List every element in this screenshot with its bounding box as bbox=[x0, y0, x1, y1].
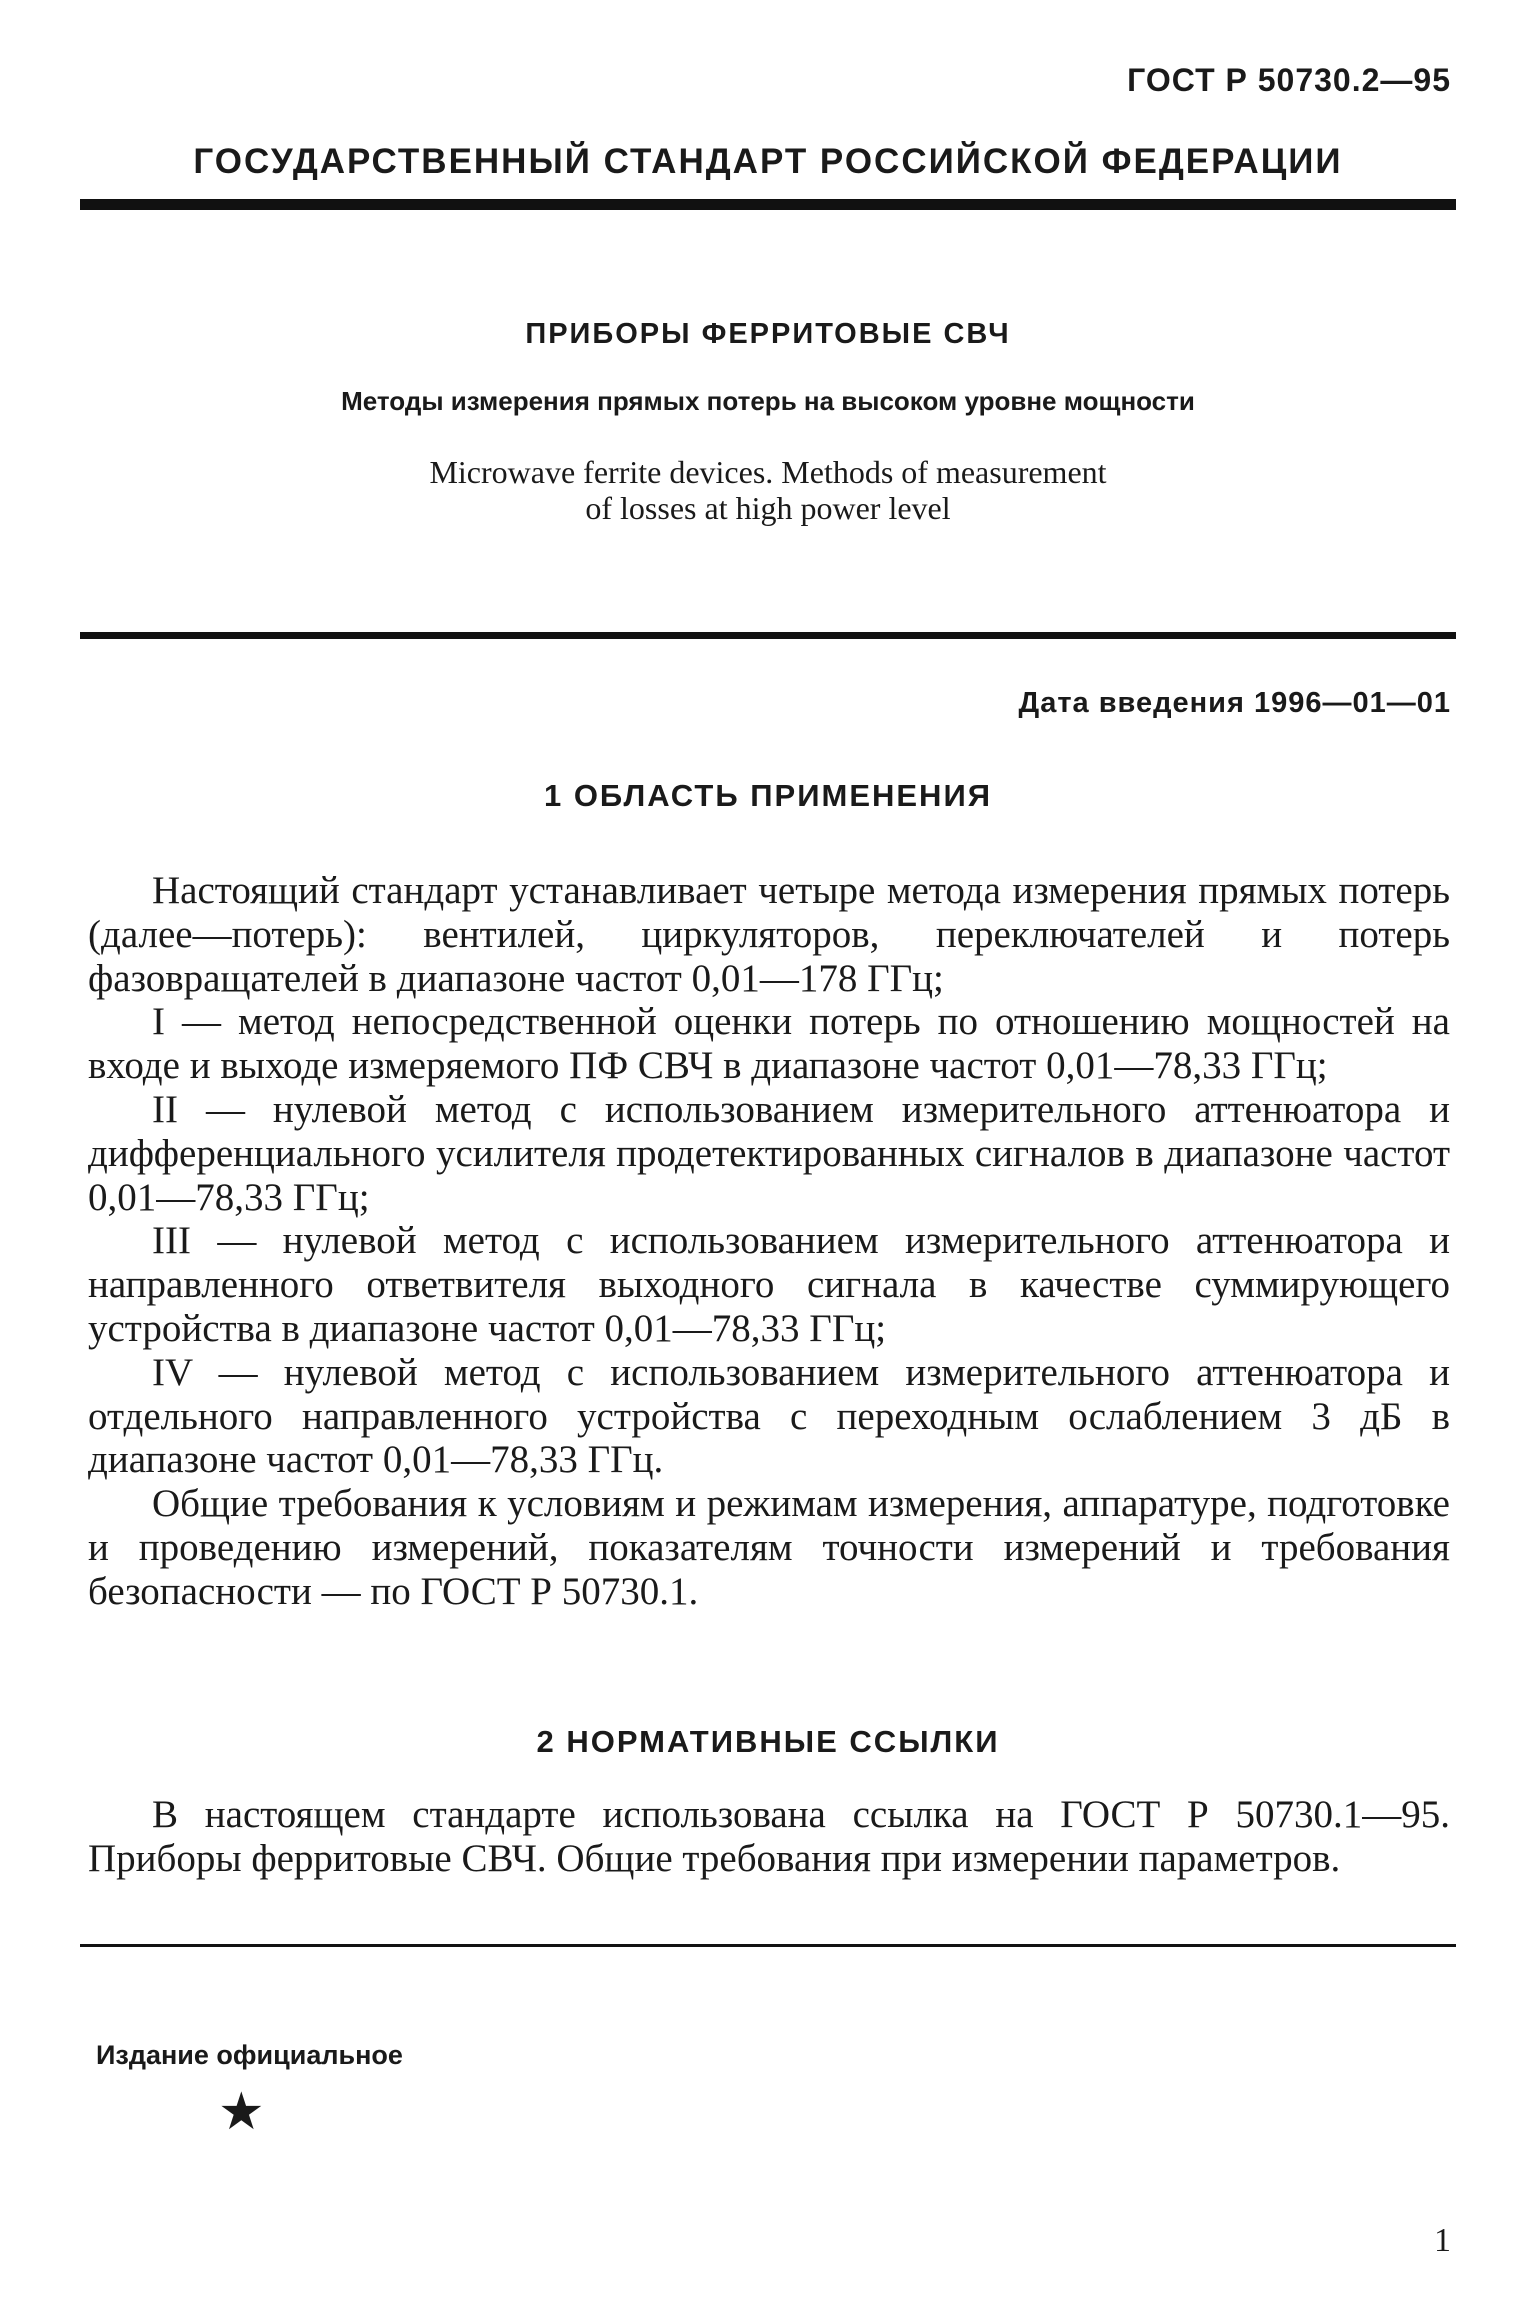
section-1-paragraph: II — нулевой метод с использованием измерительного аттенюатора и дифференциального усилителя продетектированных сигналов в диапазоне частот 0,01—78,33 ГГц; bbox=[88, 1087, 1450, 1219]
english-title-line-1: Microwave ferrite devices. Methods of measurement bbox=[429, 454, 1107, 490]
section-2-body bbox=[88, 1793, 1450, 1881]
document-subtitle: Методы измерения прямых потерь на высоком уровне мощности bbox=[341, 386, 1195, 416]
introduction-date: Дата введения 1996—01—01 bbox=[1018, 687, 1451, 719]
edition-label: Издание официальное bbox=[96, 2040, 403, 2070]
section-2-heading: 2 НОРМАТИВНЫЕ ССЫЛКИ bbox=[536, 1724, 1000, 1759]
section-1-paragraph: III — нулевой метод с использованием измерительного аттенюатора и направленного ответвителя выходного сигнала в качестве суммирующего устройства в диапазоне частот 0,01—78,33 ГГц; bbox=[88, 1219, 1450, 1350]
section-2-paragraph: В настоящем стандарте использована ссылка на ГОСТ Р 50730.1—95. Приборы ферритовые СВЧ. Общие требования при измерении параметров. bbox=[88, 1793, 1450, 1880]
section-1-paragraph: IV — нулевой метод с использованием измерительного аттенюатора и отдельного направленного устройства с переходным ослаблением 3 дБ в диапазоне частот 0,01—78,33 ГГц. bbox=[88, 1350, 1450, 1482]
header-rule-thick bbox=[80, 199, 1456, 210]
document-title: ПРИБОРЫ ФЕРРИТОВЫЕ СВЧ bbox=[525, 318, 1011, 350]
section-1-body bbox=[88, 869, 1450, 1614]
state-standard-title: ГОСУДАРСТВЕННЫЙ СТАНДАРТ РОССИЙСКОЙ ФЕДЕРАЦИИ bbox=[193, 142, 1343, 181]
document-code: ГОСТ Р 50730.2—95 bbox=[1127, 62, 1451, 98]
star-icon: ★ bbox=[218, 2084, 265, 2141]
title-rule-thick bbox=[80, 632, 1456, 639]
footer-rule bbox=[80, 1944, 1456, 1947]
section-1-paragraph: I — метод непосредственной оценки потерь по отношению мощностей на входе и выходе измеряемого ПФ СВЧ в диапазоне частот 0,01—78,33 ГГц; bbox=[88, 1000, 1450, 1088]
section-1-paragraph: Настоящий стандарт устанавливает четыре метода измерения прямых потерь (далее—потерь): вентилей, циркуляторов, переключателей и потерь фазовращателей в диапазоне частот 0,01—178 ГГц; bbox=[88, 869, 1450, 1000]
section-1-heading: 1 ОБЛАСТЬ ПРИМЕНЕНИЯ bbox=[543, 778, 993, 813]
page-number: 1 bbox=[1434, 2222, 1451, 2259]
english-title-line-2: of losses at high power level bbox=[585, 490, 951, 526]
section-1-paragraph: Общие требования к условиям и режимам измерения, аппаратуре, подготовке и проведению измерений, показателям точности измерений и требования безопасности — по ГОСТ Р 50730.1. bbox=[88, 1482, 1450, 1613]
